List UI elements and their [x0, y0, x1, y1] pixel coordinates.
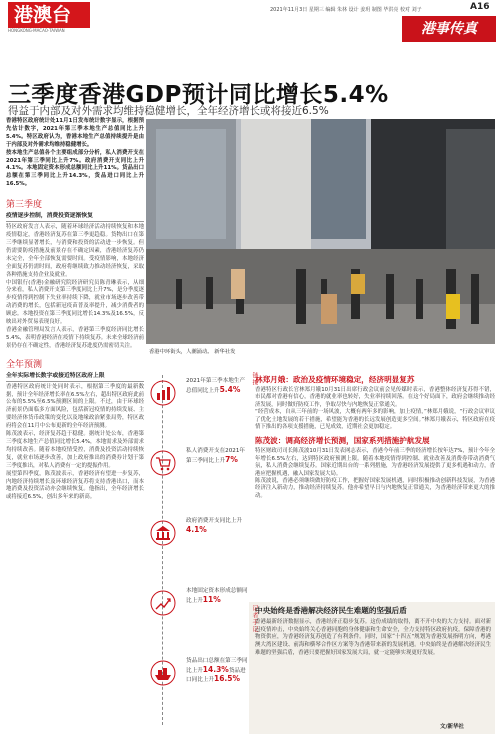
- section-subtitle: 全年实际增长数字或接近特区政府上限: [6, 370, 144, 382]
- link-tag: 链接: [251, 372, 258, 386]
- investment-growth-icon: [150, 590, 176, 616]
- fact-item: [186, 448, 248, 518]
- page-number: A16: [470, 2, 490, 12]
- section-logo: 港澳台: [8, 2, 90, 28]
- article-title: 三季度香港GDP预计同比增长5.4%: [8, 82, 389, 108]
- commentary-body: 香港最新经济数据显示，香港经济正稳步复苏。这份成绩的取得，离不开中央的大力支持。面对新冠疫情冲击，中央始终关心香港同胞的身体健康和生命安全，全力支持特区政府抗疫，保障香港的物资供应，为香港经济复苏创造了有利条件。同时，国家“十四五”规划为香港发展指明方向，粤港澳大湾区建设、前海和横琴合作区方案等为香港带来新的发展机遇。中央始终是香港解决经济民生难题的坚强后盾，香港只要把握好国家发展大局，就一定能够实现更好发展。: [255, 619, 491, 656]
- cargo-ship-icon: [150, 660, 176, 686]
- street-scene-illustration: [146, 119, 495, 344]
- byline: 文/新华社: [440, 724, 465, 730]
- body-paragraph: “经营成本，自从三年前的一场风波，大概有两年多的影响，加上疫情，”林郑月娥说，“行政会议审议了优化土地发展的若干措施，希望能为香港的长远发展创造更多空间。”林郑月娥表示，特区政府在疫情下推出的各项支援措施，已见成效，近期社会更加稳定。: [255, 409, 495, 431]
- photo-caption: 香港中环街头，人潮涌动。 新华社发: [149, 349, 236, 355]
- fact-value: 16.5%: [213, 674, 241, 684]
- section-subtitle: 疫情逐步控制，消费投资逐渐恢复: [6, 210, 144, 222]
- issue-meta: 2021年11月3日 星期三 编辑 朱林 设计 姜玥 制图 毕洪亮 校对 刘子: [270, 7, 422, 13]
- fact-text: 私人消费开支在2021年第三季同比上升: [186, 448, 245, 464]
- body-paragraph: 特区政府发言人表示，随着环球经济活动持续恢复和本地疫情稳定，香港经济复苏在第三季更趋稳。货物出口在第三季继续显著增长，与消费和投资的活动进一步恢复。但仍需要防疫措施及前景存在不确定因素，香港经济复苏仍未完全，全年全部恢复需要时间。受疫情影响，本地经济全面复苏仍需时间，政府将继续致力推动经济恢复，采取各种措施支持企业及就业。: [6, 224, 144, 278]
- shopping-cart-icon: [150, 450, 176, 476]
- page-header: [0, 0, 500, 46]
- fact-value: 7%: [225, 454, 238, 464]
- commentary-tag: 记者手记: [251, 605, 258, 633]
- body-paragraph: 中国银行(香港)金融研究院经济研究员陈青琳表示，从细分来看，私人消费开支第三季度同比上升7%，是分季度逐步疫情得到控制下失业率持续下降，就业市场逐步改善带动消费的增长，包括新冠疫苗普及率提升，减少消费者的顾虑。本地投资在第三季度同比增长14.3%及16.5%，反映出对外贸易表现良好。: [6, 279, 144, 326]
- body-paragraph: 香港金融管理局发言人表示，香港第三季度经济同比增长5.4%，表明香港经济在疫情下持续复苏。未来全球经济前景仍存在不确定性，香港经济复苏进度仍需密切关注。: [6, 326, 144, 349]
- subheading: 陈茂波：调高经济增长预测，国家系列措施护航发展: [255, 436, 430, 446]
- fact-value: 11%: [202, 594, 221, 604]
- right-column: [255, 372, 495, 500]
- body-paragraph: 香港特区行政长官林郑月娥10月31日出席行政会议前会见传媒时表示，香港整体经济复苏得不错，市民都对香港有信心，香港的就业率也转好，失业率持续回落。在这个好局面下，政府会继续推动经济发展，同时做好防疫工作，争取尽快与内地恢复正常通关。: [255, 387, 495, 408]
- fact-value: 14.3%: [202, 664, 229, 674]
- article-subtitle: 得益于内部及对外需求均维持稳健增长，全年经济增长或将接近6.5%: [8, 105, 329, 117]
- lead-paragraph: 香港特区政府统计处11月1日发布统计数字显示，根据预先估计数字，2021年第三季本地生产总值同比上升5.4%。特区政府认为，香港本地生产总值持续提升是由于内部及对外需求均维持稳健增长。: [6, 118, 144, 148]
- section-title: 全年预测: [6, 359, 43, 370]
- body-paragraph: 香港特区政府统计处同时表示，根据第三季度的最新数据，预计全年经济增长率在6.5%左右，超出特区政府此前公布的5.5%至6.5%预测区间的上限。不过，由于环球经济前景仍面临多方面风险，包括新冠疫情的持续发展、主要经济体货币政策的变化以及地缘政治紧张局势，特区政府将会在11月中公布更新的全年经济预测。: [6, 383, 144, 430]
- fact-text: 本地固定资本形成总额同比上升: [186, 588, 248, 604]
- facts-column: [186, 378, 248, 728]
- left-column: [6, 118, 144, 502]
- fact-value: 4.1%: [186, 524, 207, 534]
- fact-text: 政府消费开支同比上升: [186, 518, 242, 524]
- body-paragraph: 陈茂波说，香港必须继续做好防疫工作，把握好国家发展机遇，同时积极推动创新科技发展，为香港经济注入新动力，推动经济持续复苏。他亦希望早日与内地恢复正常通关，为香港经济带来更大的推动。: [255, 478, 495, 499]
- gdp-chart-icon: [150, 380, 176, 406]
- column-badge: 港事传真: [402, 16, 496, 42]
- fact-item: [186, 378, 248, 448]
- street-photo: [146, 119, 495, 344]
- fact-item: [186, 658, 248, 728]
- fact-value: 5.4%: [219, 384, 241, 394]
- fact-text: 货品进口同比上升: [186, 667, 246, 684]
- government-building-icon: [150, 520, 176, 546]
- fact-text: 货品出口总额在第三季同比上升: [186, 658, 248, 674]
- section-title: 第三季度: [6, 200, 43, 211]
- section-logo-subtitle: HONGKONG·MACAO·TAIWAN: [8, 28, 65, 33]
- commentary-title: 中央始终是香港解决经济民生难题的坚强后盾: [255, 606, 407, 615]
- body-paragraph: 展望第四季度，陈茂波表示，香港经济有望进一步复苏，内地经济持续增长及环球经济复苏将支持香港出口，而本地消费及投资活动亦会继续恢复。他指出，全年经济增长或将接近6.5%，创出多年来的新高。: [6, 470, 144, 501]
- body-paragraph: 特区财政司司长陈茂波10月31日发表网志表示，香港今年前三季的经济增长按年达7%，预计今年全年增长6.5%左右，达到特区政府预测上限。随着本地疫情得到控制、就业改善及消费券带动消费气氛，私人消费会继续复苏。国家近期出台的一系列措施，为香港经济发展提供了更多机遇和动力，香港应把握机遇，融入国家发展大局。: [255, 448, 495, 477]
- fact-item: [186, 588, 248, 658]
- fact-item: [186, 518, 248, 588]
- body-paragraph: 陈茂波表示，经济复苏趋于稳健。据统计处公布，香港第三季度本地生产总值同比增长5.4%，本地需求及外部需求均持续改善。随着本地疫情受控，消费及投资活动持续恢复，就业市场逐步改善，加上政府推出的消费券计划于第三季度推出，对私人消费有一定的提振作用。: [6, 431, 144, 469]
- lead-paragraph-2: 按本地生产总值各个主要组成部分分析，私人消费开支在2021年第三季同比上升7%。政府消费开支同比上升4.1%。本地固定资本形成总额同比上升11%。货品出口总额在第三季同比上升14.3%，货品进口同比上升16.5%。: [6, 149, 144, 188]
- subheading: 林郑月娥：政治及疫情环境稳定，经济明显复苏: [255, 375, 415, 384]
- fact-text: 2021年第三季本地生产总值同比上升: [186, 378, 245, 394]
